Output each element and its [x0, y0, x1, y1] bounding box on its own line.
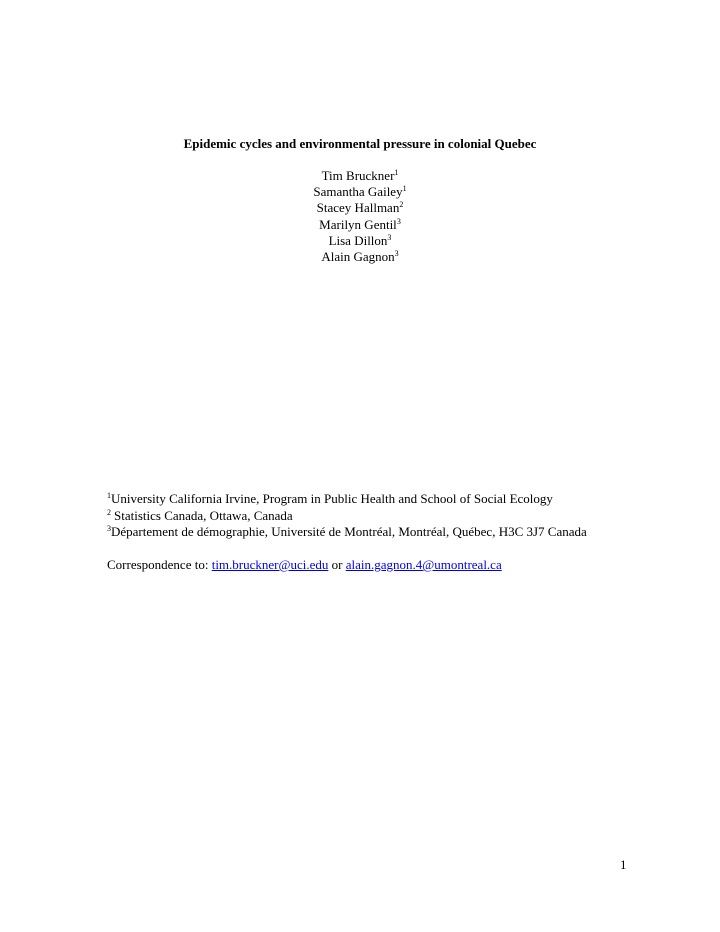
author-name: Marilyn Gentil	[319, 216, 397, 232]
author-line	[0, 200, 720, 216]
author-affiliation-marker: 2	[399, 200, 404, 210]
correspondence-line	[107, 557, 502, 573]
affiliation-text: University California Irvine, Program in Public Health and School of Social Ecology	[111, 491, 553, 506]
author-line	[0, 249, 720, 265]
affiliation-line	[107, 524, 667, 541]
affiliation-line	[107, 491, 667, 508]
author-affiliation-marker: 3	[396, 216, 401, 226]
affiliation-text: Département de démographie, Université de Montréal, Montréal, Québec, H3C 3J7 Canada	[111, 524, 587, 539]
author-affiliation-marker: 1	[402, 184, 407, 194]
affiliation-list	[107, 491, 667, 541]
correspondence-conjunction: or	[331, 557, 343, 572]
affiliation-line	[107, 508, 667, 525]
author-name: Tim Bruckner	[321, 168, 395, 183]
author-affiliation-marker: 3	[394, 249, 399, 259]
author-line	[0, 184, 720, 200]
author-list	[0, 168, 720, 265]
author-name: Alain Gagnon	[321, 249, 395, 265]
email-link-gagnon[interactable]: alain.gagnon.4@umontreal.ca	[345, 557, 502, 572]
author-line	[0, 233, 720, 249]
author-name: Lisa Dillon	[328, 232, 388, 248]
page-number: 1	[620, 857, 627, 872]
paper-title: Epidemic cycles and environmental pressure in colonial Quebec	[183, 136, 537, 151]
correspondence-label: Correspondence to:	[107, 557, 209, 572]
author-affiliation-marker: 3	[387, 232, 392, 242]
author-name: Samantha Gailey	[313, 184, 403, 200]
author-name: Stacey Hallman	[316, 200, 400, 216]
affiliation-marker: 2	[107, 507, 111, 517]
email-link-bruckner[interactable]: tim.bruckner@uci.edu	[211, 557, 329, 572]
author-affiliation-marker: 1	[394, 168, 399, 177]
affiliation-marker: 3	[107, 524, 111, 533]
author-line	[0, 168, 720, 184]
affiliation-text: Statistics Canada, Ottawa, Canada	[114, 507, 293, 523]
author-line	[0, 217, 720, 233]
affiliation-marker: 1	[107, 491, 111, 500]
